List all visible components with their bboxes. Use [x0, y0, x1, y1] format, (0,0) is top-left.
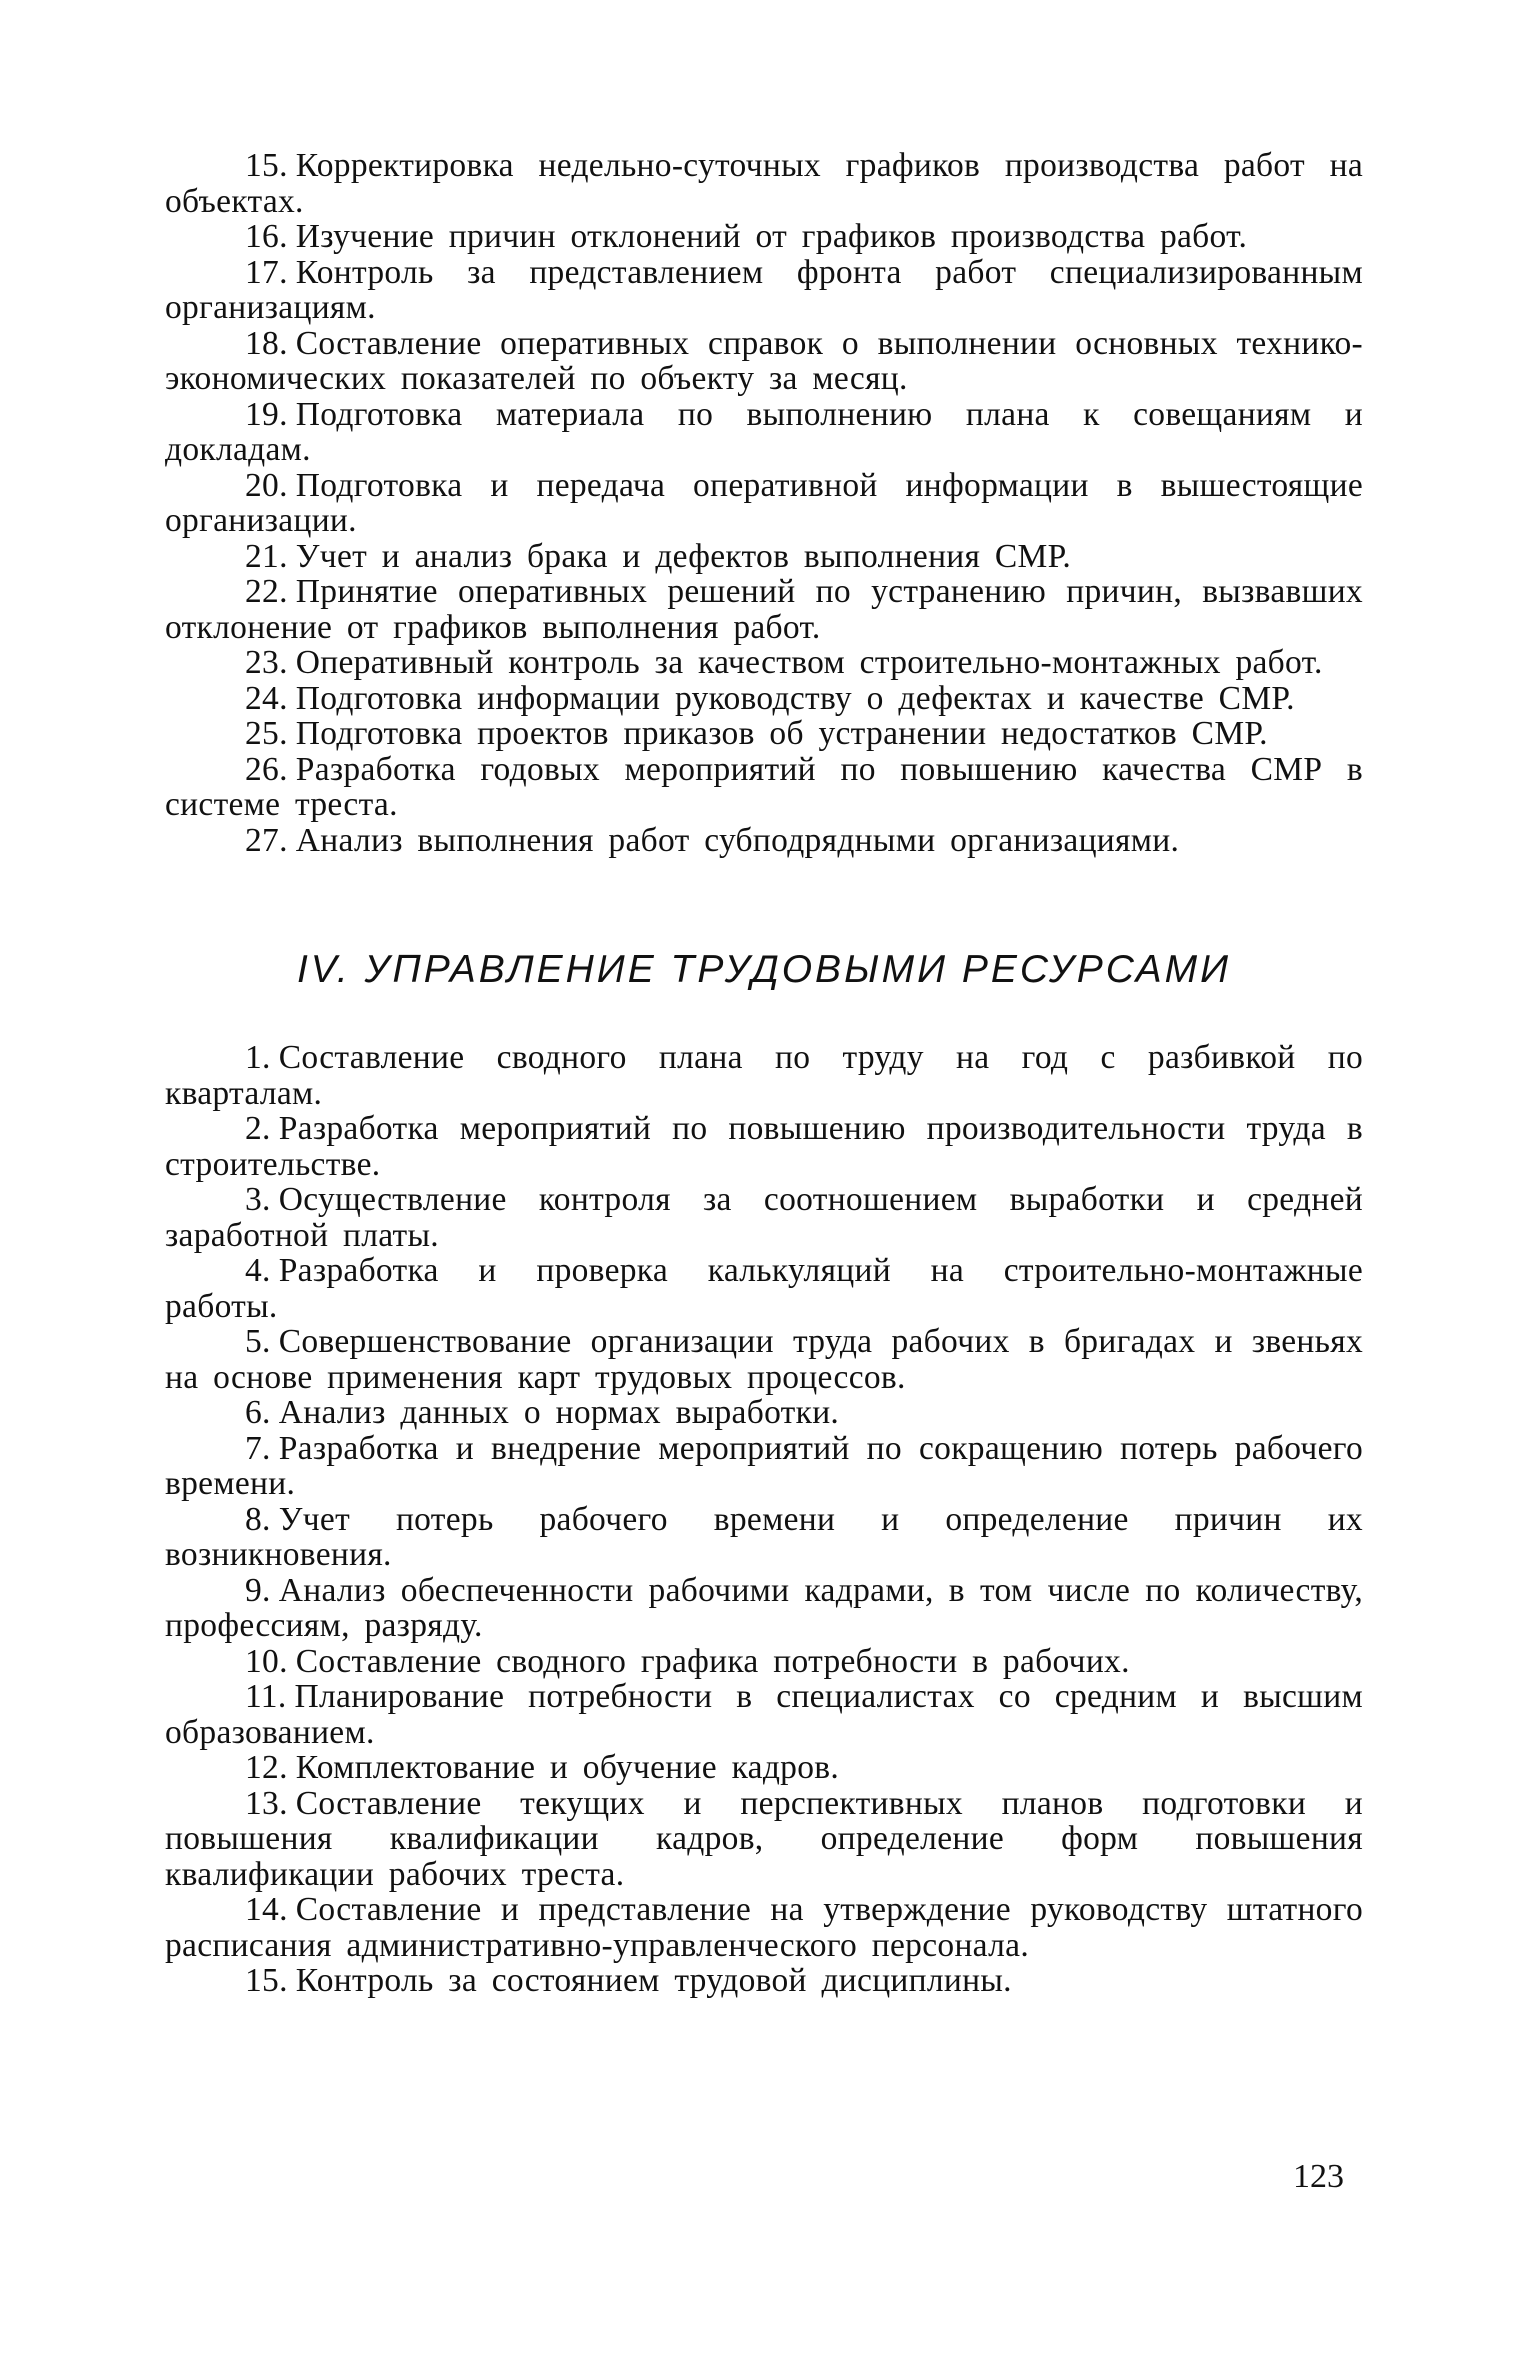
labor-resources-list: [165, 1040, 1363, 1999]
list-item: [165, 645, 1363, 681]
list-continued: [165, 148, 1363, 858]
list-item: [165, 716, 1363, 752]
list-item: [165, 1324, 1363, 1395]
item-text: Подготовка проектов приказов об устранении недостатков СМР.: [295, 715, 1268, 752]
item-text: Осуществление контроля за соотношением выработки и средней заработной платы.: [165, 1181, 1363, 1254]
list-item: [165, 539, 1363, 575]
item-number: 18.: [245, 324, 288, 362]
list-item: [165, 468, 1363, 539]
item-number: 7.: [245, 1429, 271, 1467]
item-text: Учет потерь рабочего времени и определение причин их возникновения.: [165, 1500, 1363, 1573]
item-number: 5.: [245, 1323, 271, 1360]
item-number: 26.: [245, 750, 288, 788]
list-item: [165, 1644, 1363, 1680]
item-number: 25.: [245, 715, 288, 752]
item-number: 21.: [245, 537, 288, 575]
list-item: [165, 752, 1363, 823]
item-number: 9.: [245, 1571, 271, 1609]
item-number: 22.: [245, 573, 288, 610]
list-item: [165, 255, 1363, 326]
item-number: 15.: [245, 147, 288, 184]
item-text: Составление сводного плана по труду на год с разбивкой по кварталам.: [165, 1039, 1363, 1112]
item-text: Подготовка материала по выполнению плана к совещаниям и докладам.: [165, 395, 1363, 468]
item-number: 17.: [245, 253, 288, 291]
list-item: [165, 574, 1363, 645]
list-item: [165, 823, 1363, 859]
item-number: 8.: [245, 1500, 271, 1538]
item-text: Учет и анализ брака и дефектов выполнения СМР.: [295, 537, 1072, 575]
item-number: 14.: [245, 1891, 288, 1928]
item-number: 12.: [245, 1749, 288, 1786]
item-text: Составление и представление на утверждение руководству штатного расписания административно-управленческого персонала.: [165, 1891, 1363, 1964]
list-item: [165, 148, 1363, 219]
item-number: 20.: [245, 466, 288, 504]
item-text: Разработка и внедрение мероприятий по сокращению потерь рабочего времени.: [165, 1429, 1363, 1502]
item-text: Разработка мероприятий по повышению производительности труда в строительстве.: [165, 1110, 1363, 1183]
item-number: 1.: [245, 1039, 271, 1076]
list-item: [165, 326, 1363, 397]
item-text: Принятие оперативных решений по устранению причин, вызвавших отклонение от графиков выполнения работ.: [165, 573, 1363, 646]
item-number: 6.: [245, 1394, 271, 1431]
item-text: Подготовка и передача оперативной информации в вышестоящие организации.: [165, 466, 1363, 539]
list-item: [165, 1395, 1363, 1431]
item-number: 3.: [245, 1181, 271, 1218]
list-item: [165, 1182, 1363, 1253]
item-text: Оперативный контроль за качеством строительно-монтажных работ.: [295, 644, 1323, 681]
item-text: Составление текущих и перспективных планов подготовки и повышения квалификации кадров, определение форм повышения квалификации рабочих треста.: [165, 1784, 1363, 1893]
item-text: Контроль за состоянием трудовой дисциплины.: [295, 1962, 1012, 1999]
list-item: [165, 219, 1363, 255]
item-number: 24.: [245, 679, 288, 717]
item-number: 10.: [245, 1642, 288, 1680]
section-title: IV. УПРАВЛЕНИЕ ТРУДОВЫМИ РЕСУРСАМИ: [296, 948, 1232, 991]
list-item: [165, 1502, 1363, 1573]
list-item: [165, 1786, 1363, 1893]
item-text: Контроль за представлением фронта работ специализированным организациям.: [165, 253, 1363, 326]
item-number: 11.: [245, 1678, 287, 1715]
item-text: Подготовка информации руководству о дефектах и качестве СМР.: [295, 679, 1295, 717]
list-item: [165, 1111, 1363, 1182]
item-number: 27.: [245, 821, 288, 859]
item-number: 15.: [245, 1962, 288, 1999]
item-text: Составление сводного графика потребности в рабочих.: [295, 1642, 1130, 1680]
list-item: [165, 1963, 1363, 1999]
item-text: Планирование потребности в специалистах со средним и высшим образованием.: [165, 1678, 1363, 1751]
item-number: 23.: [245, 644, 288, 681]
item-number: 16.: [245, 218, 288, 255]
item-number: 2.: [245, 1110, 271, 1147]
item-text: Комплектование и обучение кадров.: [295, 1749, 840, 1786]
list-item: [165, 1573, 1363, 1644]
list-item: [165, 1253, 1363, 1324]
list-item: [165, 1892, 1363, 1963]
page-content: [165, 148, 1363, 1999]
list-item: [165, 1750, 1363, 1786]
item-text: Анализ обеспеченности рабочими кадрами, в том числе по количеству, профессиям, разряду.: [165, 1571, 1363, 1644]
item-text: Разработка и проверка калькуляций на строительно-монтажные работы.: [165, 1252, 1363, 1325]
item-number: 13.: [245, 1784, 288, 1822]
list-item: [165, 1040, 1363, 1111]
item-text: Составление оперативных справок о выполнении основных технико-экономических показателей по объекту за месяц.: [165, 324, 1363, 397]
item-text: Совершенствование организации труда рабочих в бригадах и звеньях на основе применения карт трудовых процессов.: [165, 1323, 1363, 1396]
item-number: 4.: [245, 1252, 271, 1289]
list-item: [165, 397, 1363, 468]
list-item: [165, 1679, 1363, 1750]
item-text: Изучение причин отклонений от графиков производства работ.: [295, 218, 1248, 255]
item-text: Анализ выполнения работ субподрядными организациями.: [295, 821, 1180, 859]
item-text: Разработка годовых мероприятий по повышению качества СМР в системе треста.: [165, 750, 1363, 823]
item-text: Анализ данных о нормах выработки.: [278, 1394, 840, 1431]
list-item: [165, 1431, 1363, 1502]
page-number: 123: [1293, 2158, 1344, 2195]
item-number: 19.: [245, 395, 288, 433]
list-item: [165, 681, 1363, 717]
item-text: Корректировка недельно-суточных графиков производства работ на объектах.: [165, 147, 1363, 220]
